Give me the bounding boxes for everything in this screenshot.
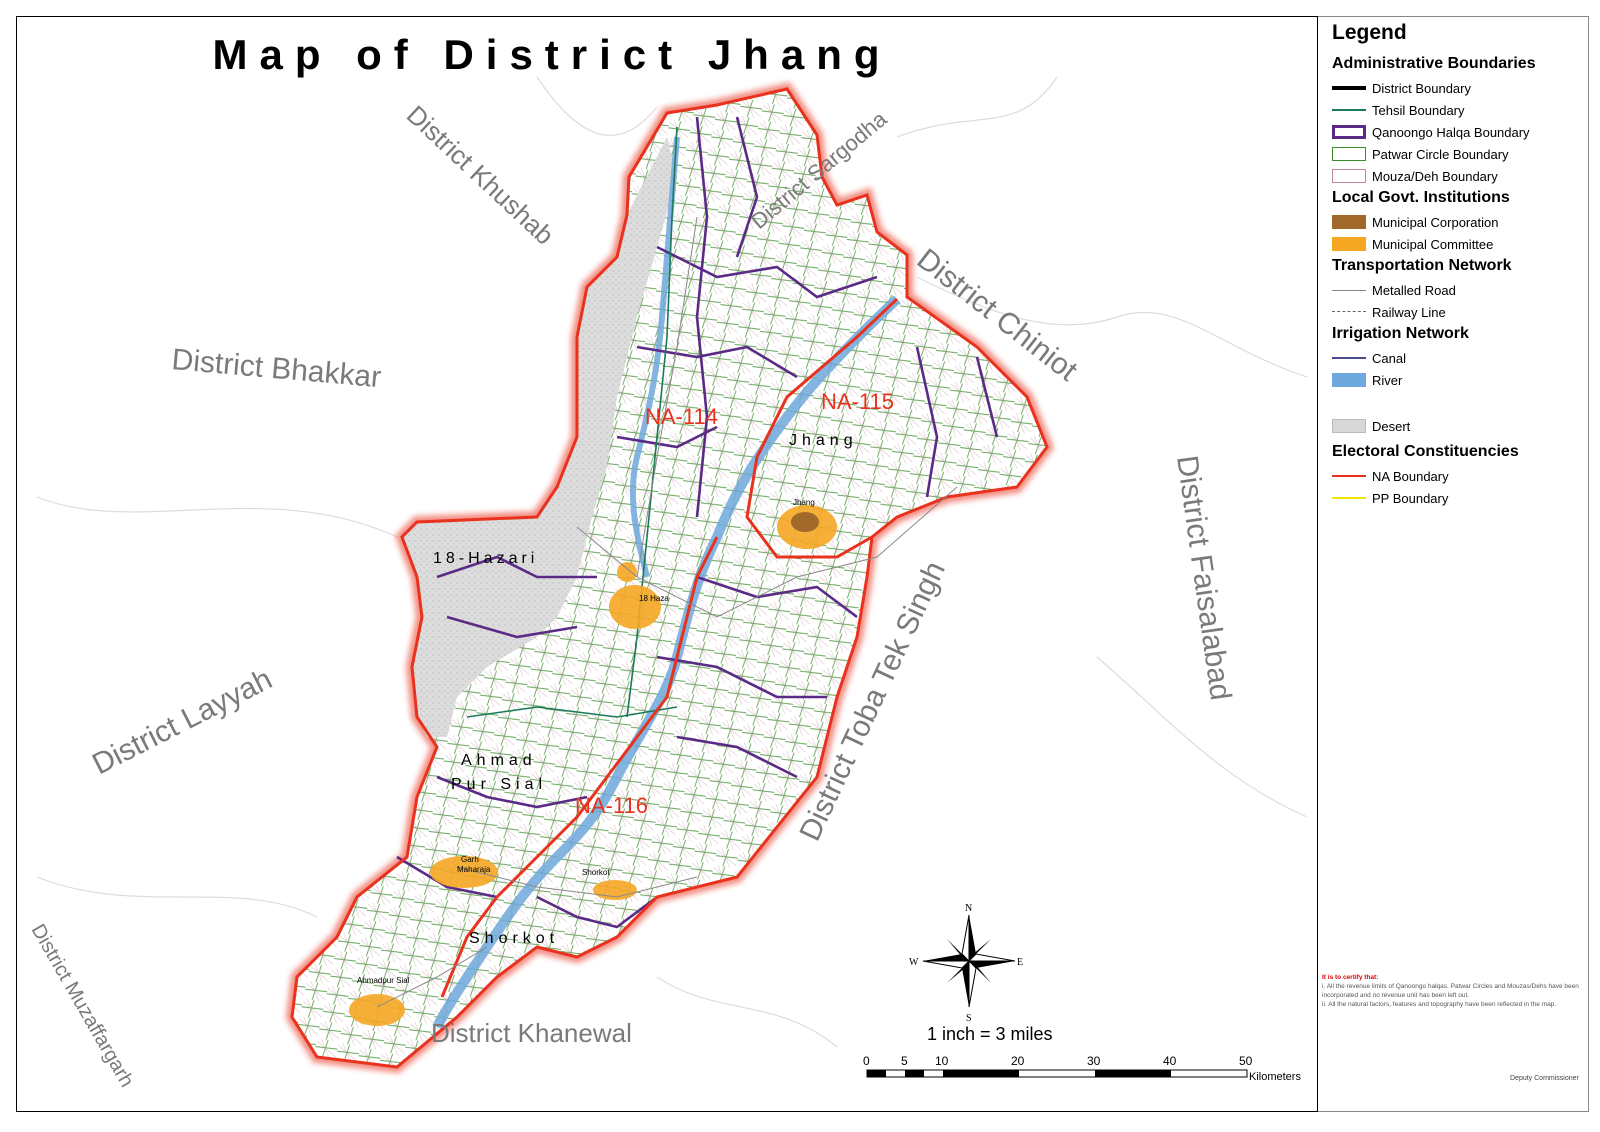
label-na-116: NA-116 — [575, 793, 648, 818]
scale-tick: 10 — [935, 1054, 949, 1068]
legend-label: Metalled Road — [1372, 282, 1456, 298]
scale-text: 1 inch = 3 miles — [927, 1024, 1053, 1044]
map-frame — [16, 16, 1318, 1112]
label-district-bhakkar: District Bhakkar — [170, 343, 383, 395]
label-district-khanewal: District Khanewal — [431, 1018, 632, 1048]
legend-label: Railway Line — [1372, 304, 1446, 320]
label-na-114: NA-114 — [645, 404, 718, 429]
legend-section-irrigation: Irrigation Network — [1332, 325, 1469, 342]
label-district-toba-tek-singh: District Toba Tek Singh — [793, 556, 952, 846]
legend-item-tehsil — [1332, 101, 1465, 119]
legend-label: Municipal Committee — [1372, 236, 1494, 252]
district-boundary-swatch — [1332, 86, 1366, 90]
legend-section-admin: Administrative Boundaries — [1332, 55, 1536, 72]
tehsil-boundary-swatch — [1332, 109, 1366, 111]
label-tehsil-pur-sial: Pur Sial — [451, 776, 548, 793]
scale-ticks — [863, 1054, 1253, 1068]
label-tehsil-shorkot: Shorkot — [469, 930, 560, 947]
compass-w: W — [909, 957, 919, 968]
map-labels — [17, 17, 1317, 1111]
label-town-garh: Garh — [461, 855, 479, 864]
certification-line: ii. All the natural factors, features and topography have been reflected in the map. — [1322, 1001, 1557, 1008]
label-district-layyah: District Layyah — [87, 662, 278, 782]
legend-item-corporation — [1332, 213, 1498, 231]
desert-swatch — [1332, 419, 1366, 433]
legend-item-na — [1332, 467, 1449, 485]
label-town-jhang: Jhang — [793, 498, 815, 507]
compass-s: S — [966, 1013, 972, 1024]
mouza-boundary-swatch — [1332, 169, 1366, 183]
legend-item-mouza — [1332, 167, 1498, 185]
legend-label: River — [1372, 372, 1403, 388]
legend-label: Canal — [1372, 350, 1406, 366]
railway-line-swatch — [1332, 311, 1366, 313]
legend-label: Tehsil Boundary — [1372, 102, 1465, 118]
pp-boundary-swatch — [1332, 497, 1366, 499]
municipal-committee-swatch — [1332, 237, 1366, 251]
label-district-faisalabad: District Faisalabad — [1170, 453, 1238, 703]
scale-tick: 0 — [863, 1054, 870, 1068]
municipal-corporation-swatch — [1332, 215, 1366, 229]
scale-tick: 20 — [1011, 1054, 1025, 1068]
scale-tick: 40 — [1163, 1054, 1177, 1068]
legend-label: NA Boundary — [1372, 468, 1449, 484]
legend-label: Patwar Circle Boundary — [1372, 146, 1509, 162]
label-tehsil-18-hazari: 18-Hazari — [433, 550, 539, 567]
legend-title: Legend — [1332, 21, 1407, 44]
legend-label: Qanoongo Halqa Boundary — [1372, 124, 1530, 140]
legend-item-district — [1332, 79, 1471, 97]
legend-item-river — [1332, 371, 1402, 389]
label-district-muzaffargarh: District Muzaffargarh — [26, 920, 138, 1091]
legend-section-transport: Transportation Network — [1332, 257, 1512, 274]
legend-item-committee — [1332, 235, 1493, 253]
label-town-18-hazari: 18 Haza — [639, 594, 669, 603]
legend-item-road — [1332, 281, 1456, 299]
label-town-ahmadpur-sial: Ahmadpur Sial — [357, 976, 410, 985]
scale-tick: 50 — [1239, 1054, 1253, 1068]
certification-line: i. All the revenue limits of Qanoongo halqas, Patwar Circles and Mouzas/Dehs have been incorporated and no revenue unit has been left out. — [1322, 983, 1579, 999]
legend-item-patwar — [1332, 145, 1509, 163]
scale-tick: 30 — [1087, 1054, 1101, 1068]
compass-n: N — [965, 903, 973, 914]
scale-unit: Kilometers — [1249, 1071, 1301, 1083]
legend-item-desert — [1332, 417, 1410, 435]
patwar-boundary-swatch — [1332, 147, 1366, 161]
legend-panel — [1318, 16, 1589, 1112]
legend-label: PP Boundary — [1372, 490, 1449, 506]
legend-label: Municipal Corporation — [1372, 214, 1499, 230]
compass-rose — [909, 903, 1023, 1024]
canal-swatch — [1332, 357, 1366, 359]
legend-item-pp — [1332, 489, 1448, 507]
metalled-road-swatch — [1332, 290, 1366, 291]
legend-label: District Boundary — [1372, 80, 1471, 96]
map-title: Map of District Jhang — [212, 31, 892, 78]
label-na-115: NA-115 — [821, 389, 894, 414]
scale-tick: 5 — [901, 1054, 908, 1068]
na-boundary-swatch — [1332, 475, 1366, 477]
legend-section-lgi: Local Govt. Institutions — [1332, 189, 1510, 206]
label-district-sargodha: District Sargodha — [746, 106, 892, 234]
legend-item-railway — [1332, 303, 1446, 321]
label-tehsil-jhang: Jhang — [789, 432, 858, 449]
certification-heading: It is to certify that: — [1322, 974, 1379, 981]
label-district-chiniot: District Chiniot — [910, 242, 1084, 388]
qanoongo-boundary-swatch — [1332, 125, 1366, 139]
label-district-khushab: District Khushab — [400, 99, 560, 251]
legend-label: Mouza/Deh Boundary — [1372, 168, 1498, 184]
label-town-maharaja: Maharaja — [457, 865, 491, 874]
legend-section-electoral: Electoral Constituencies — [1332, 443, 1519, 460]
river-swatch — [1332, 373, 1366, 387]
certification-note — [1322, 973, 1584, 1009]
label-tehsil-ahmad: Ahmad — [461, 752, 537, 769]
label-town-shorkot: Shorkot — [582, 868, 610, 877]
signature-label: Deputy Commissioner — [1510, 1075, 1579, 1082]
legend-item-canal — [1332, 349, 1406, 367]
legend-item-qanoongo — [1332, 123, 1530, 141]
compass-e: E — [1017, 957, 1024, 968]
legend-label: Desert — [1372, 418, 1411, 434]
scale-bar — [867, 1070, 1247, 1077]
